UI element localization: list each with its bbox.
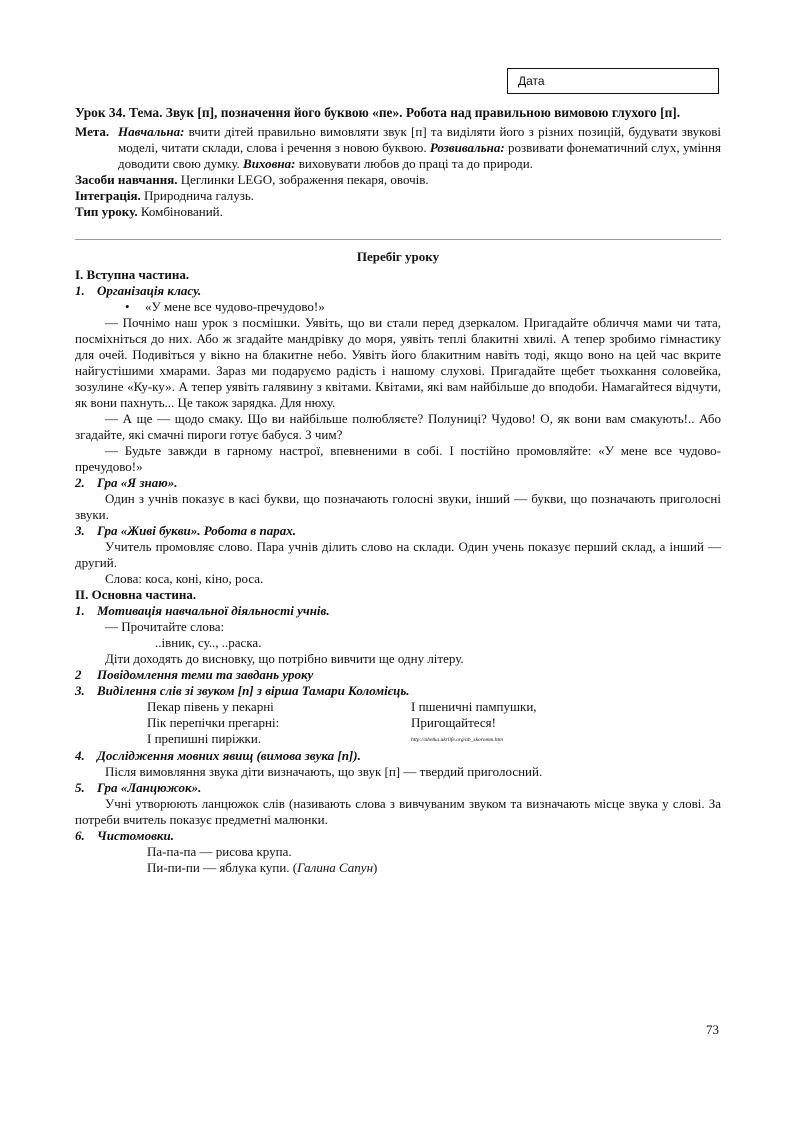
section-3-words: Слова: коса, коні, кіно, роса. <box>105 571 264 586</box>
date-field[interactable] <box>507 68 719 94</box>
main-1-paragraph: Діти доходять до висновку, що потрібно вивчити ще одну літеру. <box>105 651 464 666</box>
means-line: Засоби навчання. Цеглинки LEGO, зображення пекаря, овочів. <box>75 172 429 187</box>
main-5-title: 5. Гра «Ланцюжок». <box>75 780 202 796</box>
poem-line: І пшеничні пампушки, <box>411 699 537 714</box>
lesson-type-line: Тип уроку. Комбінований. <box>75 204 223 219</box>
bullet-icon: • <box>125 299 130 314</box>
main-6-title: 6. Чистомовки. <box>75 828 174 844</box>
main-4-title: 4. Дослідження мовних явищ (вимова звука [п]). <box>75 748 361 764</box>
main-1-words: ..івник, су.., ..раска. <box>155 635 262 650</box>
part-1-heading: I. Вступна частина. <box>75 267 190 282</box>
author-name: Галина Сапун <box>297 860 374 876</box>
main-1-instruction: — Прочитайте слова: <box>105 619 225 634</box>
section-3-paragraph: Учитель промовляє слово. Пара учнів ділить слово на склади. Один учень показує перший склад, а інший — другий. <box>75 539 721 570</box>
section-3-title: 3. Гра «Живі букви». Робота в парах. <box>75 523 296 538</box>
poem-line: І препишні пиріжки. <box>147 731 262 746</box>
tongue-twister-1: Па-па-па — рисова крупа. <box>147 844 292 860</box>
goal-row <box>75 124 721 172</box>
section-1-paragraph-2: — А ще — щодо смаку. Що ви найбільше полюбляєте? Полуниці? Чудово! О, як вони вам смакують!.. Або згадайте, які смачні пироги готує бабуся. З чим? <box>75 411 721 442</box>
poem-line: Пригощайтеся! <box>411 715 496 730</box>
part-2-heading: II. Основна частина. <box>75 587 197 602</box>
main-2-title: 2 Повідомлення теми та завдань уроку <box>75 667 314 682</box>
section-1-paragraph-3: — Будьте завжди в гарному настрої, впевненими в собі. І постійно промовляйте: «У мене все чудово-пречудово!» <box>75 443 721 474</box>
main-4-paragraph: Після вимовляння звука діти визначають, що звук [п] — твердий приголосний. <box>105 764 543 780</box>
lesson-title: Урок 34. Тема. Звук [п], позначення його буквою «пе». Робота над правильною вимовою глухого [п]. <box>75 105 681 120</box>
integration-line: Інтеграція. Природнича галузь. <box>75 188 255 203</box>
course-heading: Перебіг уроку <box>356 249 440 264</box>
main-5-paragraph: Учні утворюють ланцюжок слів (називають слова з вивчуваним звуком та визначають місце звука у слові. За потреби вчитель показує предметні малюнки. <box>75 796 721 828</box>
section-2-title: 2. Гра «Я знаю». <box>75 475 178 490</box>
main-3-title: 3. Виділення слів зі звуком [п] з вірша Тамари Коломієць. <box>75 683 410 698</box>
main-1-title: 1. Мотивація навчальної діяльності учнів. <box>75 603 330 618</box>
date-label: Дата <box>518 74 545 88</box>
section-1-title: 1. Організація класу. <box>75 283 202 298</box>
poem <box>147 699 721 748</box>
lesson-content <box>75 105 721 876</box>
goal-label: Мета. <box>75 124 110 139</box>
goal-text: Навчальна: вчити дітей правильно вимовляти звук [п] та виділяти його з різних позицій, будувати звукові моделі, читати склади, слова і речення з новою буквою. Розвивальна: розвивати фонематичний слух, уміння доводити свою думку. Виховна: виховувати любов до праці та до природи. <box>118 124 722 171</box>
section-1-bullet: • «У мене все чудово-пречудово!» <box>125 299 325 314</box>
poem-source <box>411 731 711 748</box>
poem-right-column <box>411 699 711 748</box>
section-1-paragraph-1: — Почнімо наш урок з посмішки. Уявіть, що ви стали перед дзеркалом. Пригадайте обличчя мами чи тата, посміхніться до них. Або ж згадайте мандрівку до моря, уявіть теплі блакитні хвилі. А тепер зробимо гімнастику для очей. Подивіться у вікно на блакитне небо. Уявіть його блакитним навіть тоді, якщо воно на цей час вкрите найгустішими хмарами. Зараз ми подаруємо радість і нашому слухові. Пригадайте щебет тьохкання соловейка, зозулине «Ку-ку». А тепер уявіть галявину з квітами. Квітами, які вам найбільше до вподоби. Намагайтеся відчути, як вони пахнуть... Це також зарядка. Для нюху. <box>75 315 721 410</box>
page-number: 73 <box>706 1022 719 1037</box>
source-url[interactable]: http://abetka.ukrlife.org/ab_skoromm.htm <box>411 737 504 744</box>
poem-line: Пекар півень у пекарні <box>147 699 274 714</box>
poem-left-column <box>147 699 411 748</box>
divider <box>75 239 721 240</box>
tongue-twister-2: Пи-пи-пи — яблука купи. (Галина Сапун) <box>147 860 378 876</box>
section-2-paragraph: Один з учнів показує в касі букви, що позначають голосні звуки, інший — букви, що позначають приголосні звуки. <box>75 491 721 522</box>
poem-line: Пік перепічки прегарні: <box>147 715 280 730</box>
